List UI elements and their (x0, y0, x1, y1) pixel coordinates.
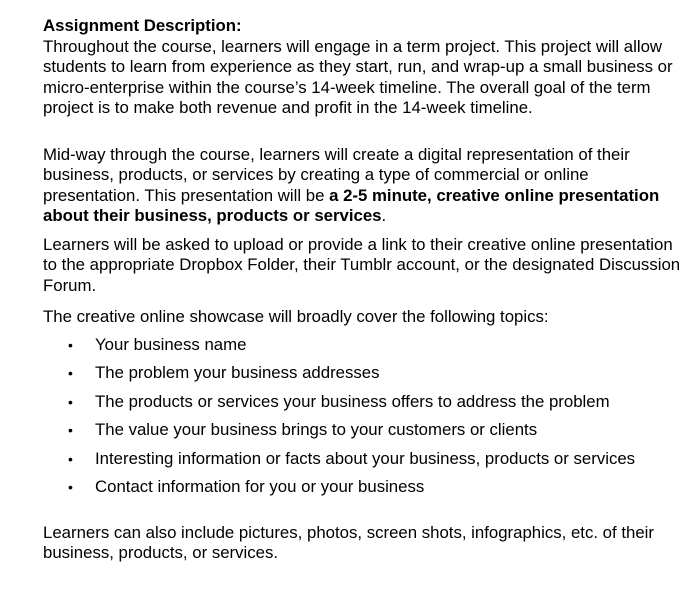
presentation-text: Mid-way through the course, learners will create a digital representation of their business, products, or services by creating a type of commercial or online presentation. This presentation will be (43, 144, 630, 205)
topics-list (43, 335, 683, 506)
topics-intro: The creative online showcase will broadly cover the following topics: (43, 307, 549, 326)
topic-item (43, 335, 683, 364)
presentation-paragraph (43, 145, 683, 227)
assignment-heading: Assignment Description: (43, 16, 242, 35)
bullet-icon: • (68, 336, 73, 353)
topic-label: Interesting information or facts about your business, products or services (95, 448, 636, 468)
bullet-icon: • (68, 393, 73, 410)
topic-item (43, 392, 683, 421)
topic-item (43, 477, 683, 506)
topic-label: The problem your business addresses (95, 363, 380, 382)
upload-paragraph: Learners will be asked to upload or provide a link to their creative online presentation to the appropriate Dropbox Folder, their Tumblr account, or the designated Discussion Forum. (43, 234, 681, 295)
topic-label: Contact information for you or your business (95, 477, 425, 496)
topic-item (43, 420, 683, 449)
bullet-icon: • (68, 450, 73, 467)
bullet-icon: • (68, 479, 73, 495)
presentation-period: . (381, 206, 387, 225)
bullet-icon: • (68, 422, 73, 438)
media-paragraph: Learners can also include pictures, photos, screen shots, infographics, etc. of their business, products, or services. (43, 522, 654, 562)
topic-label: The products or services your business offers to address the problem (95, 391, 610, 411)
assignment-document (43, 16, 683, 564)
presentation-emphasis: a 2-5 minute, creative online presentation about their business, products or services (43, 185, 660, 225)
topic-item (43, 363, 683, 392)
topic-label: Your business name (95, 334, 247, 354)
overview-paragraph: Throughout the course, learners will engage in a term project. This project will allow students to learn from experience as they start, run, and wrap-up a small business or micro-enterprise within the course’s 14-week timeline. The overall goal of the term project is to make both revenue and profit in the 14-week timeline. (43, 36, 673, 117)
topic-item (43, 449, 683, 478)
bullet-icon: • (68, 365, 73, 381)
topic-label: The value your business brings to your customers or clients (95, 420, 538, 439)
